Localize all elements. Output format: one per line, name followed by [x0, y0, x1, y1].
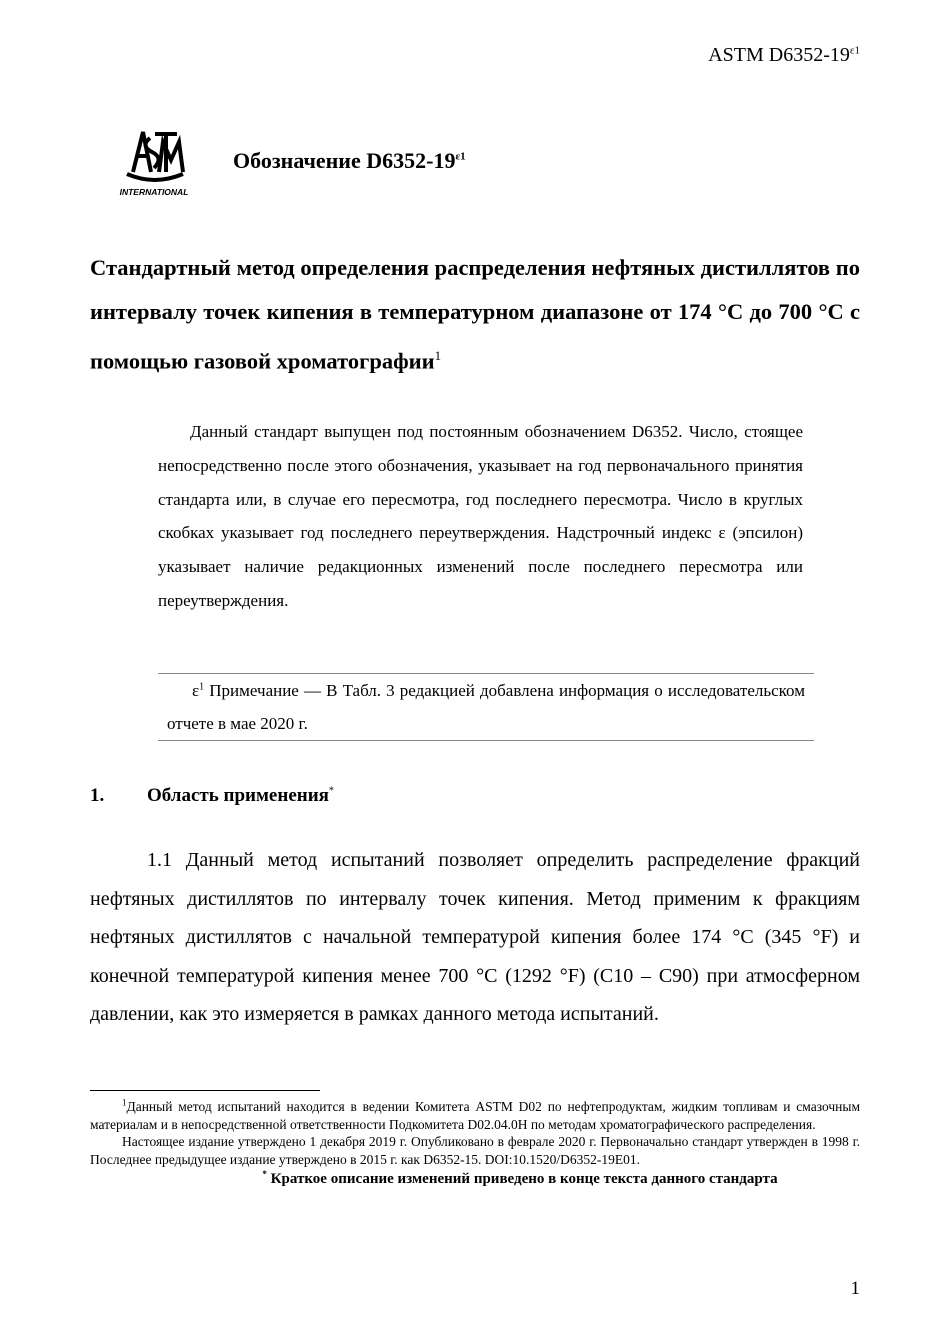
page-number: 1	[850, 1278, 860, 1299]
footnote-star: * Краткое описание изменений приведено в конце текста данного стандарта	[262, 1169, 778, 1188]
svg-text:INTERNATIONAL: INTERNATIONAL	[119, 187, 189, 197]
document-title: Стандартный метод определения распределения нефтяных дистиллятов по интервалу точек кипения в температурном диапазоне от 174 °C до 700 °C с помощью газовой хроматографии$^1$	[90, 255, 860, 374]
footnote-edition: Настоящее издание утверждено 1 декабря 2019 г. Опубликовано в феврале 2020 г. Первоначально стандарт утвержден в 1998 г. Последнее предыдущее издание утверждено в 2015 г. как D6352-15. DOI:10.1520/D6352-19E01.	[90, 1134, 860, 1167]
editorial-note: $\varepsilon^1$ Примечание — В Табл. 3 редакцией добавлена информация о исследовательском отчете в мае 2020 г.	[167, 681, 805, 733]
footnotes	[90, 1098, 860, 1189]
designation-boilerplate: Данный стандарт выпущен под постоянным обозначением D6352. Число, стоящее непосредственно после этого обозначения, указывает на год первоначального принятия стандарта или, в случае его пересмотра, год последнего пересмотра. Число в круглых скобках указывает год последнего переутверждения. Надстрочный индекс ε (эпсилон) указывает наличие редакционных изменений после последнего пересмотра или переутверждения.	[158, 422, 803, 610]
footnote-separator	[90, 1090, 320, 1091]
section-heading: 1. Область применения*	[90, 785, 334, 806]
document-code: ASTM $D6352-19^{\varepsilon 1}$	[708, 44, 860, 66]
designation-heading: Обозначение $D6352-19^{\varepsilon 1}$	[233, 148, 466, 173]
note-bottom-rule	[158, 740, 814, 741]
footnote-1: $^1$Данный метод испытаний находится в ведении Комитета ASTM D02 по нефтепродуктам, жидким топливам и смазочным материалам и в непосредственной ответственности Подкомитета D02.04.0H по методам хроматографического распределения.	[90, 1097, 860, 1132]
astm-international-logo-icon	[113, 126, 195, 198]
paragraph-1-1: 1.1 Данный метод испытаний позволяет определить распределение фракций нефтяных дистиллятов по интервалу точек кипения. Метод применим к фракциям нефтяных дистиллятов с начальной температурой кипения более 174 °C (345 °F) и конечной температурой кипения менее 700 °C (1292 °F) (C10 – C90) при атмосферном давлении, как это измеряется в рамках данного метода испытаний.	[90, 849, 860, 1025]
